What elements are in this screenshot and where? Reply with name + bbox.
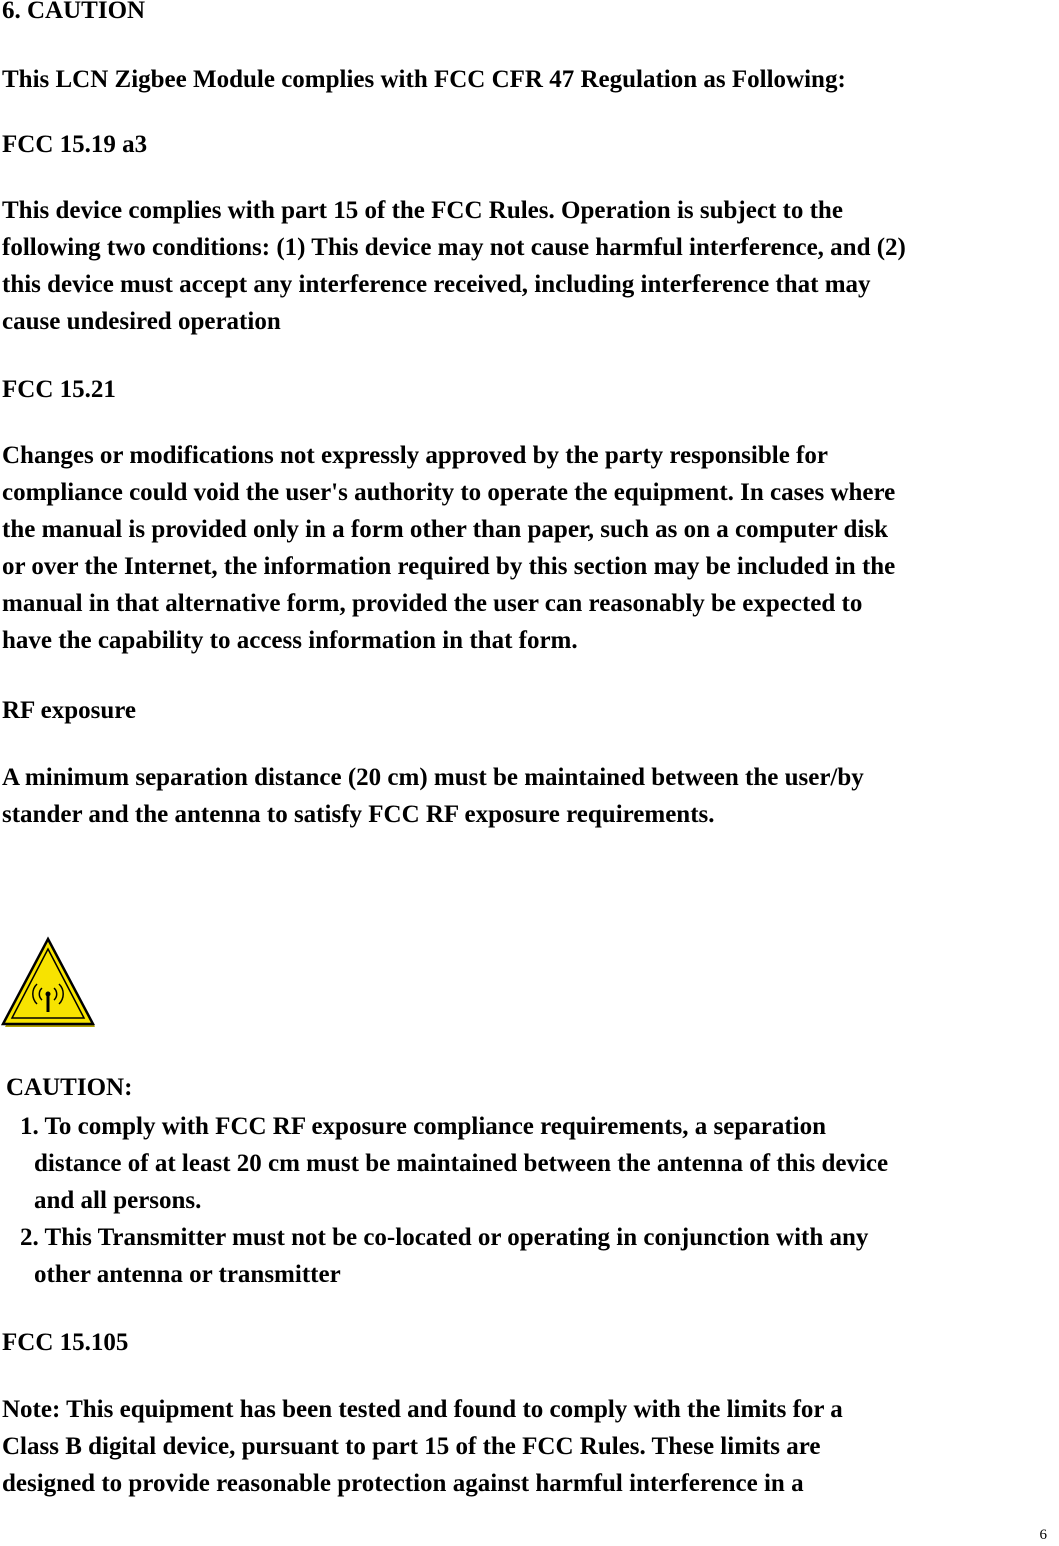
list-item: distance of at least 20 cm must be maintained between the antenna of this device	[34, 1150, 889, 1177]
list-item: 2. This Transmitter must not be co-located or operating in conjunction with any	[20, 1224, 869, 1251]
paragraph-line: cause undesired operation	[2, 308, 281, 335]
rf-exposure-title: RF exposure	[2, 697, 137, 724]
paragraph-line: This device complies with part 15 of the FCC Rules. Operation is subject to the	[2, 197, 843, 224]
fcc-15-21-title: FCC 15.21	[2, 376, 116, 403]
paragraph-line: manual in that alternative form, provided the user can reasonably be expected to	[2, 590, 863, 617]
rf-radiation-warning-icon	[0, 936, 96, 1030]
paragraph-line: Class B digital device, pursuant to part 15 of the FCC Rules. These limits are	[2, 1433, 821, 1460]
paragraph-line: this device must accept any interference received, including interference that may	[2, 271, 871, 298]
paragraph-line: have the capability to access information in that form.	[2, 627, 578, 654]
paragraph-line: the manual is provided only in a form other than paper, such as on a computer disk	[2, 516, 889, 543]
caution-list	[2, 1108, 888, 1293]
paragraph-line: A minimum separation distance (20 cm) must be maintained between the user/by	[2, 764, 864, 791]
section-heading: 6. CAUTION	[2, 0, 146, 24]
paragraph-line: or over the Internet, the information required by this section may be included in the	[2, 553, 896, 580]
paragraph-line: stander and the antenna to satisfy FCC RF exposure requirements.	[2, 801, 715, 828]
rf-exposure-paragraph	[2, 759, 864, 833]
page-number: 6	[1039, 1527, 1047, 1543]
list-item: other antenna or transmitter	[34, 1261, 341, 1288]
paragraph-line: designed to provide reasonable protection against harmful interference in a	[2, 1470, 804, 1497]
fcc-15-105-paragraph	[2, 1391, 843, 1502]
intro-text: This LCN Zigbee Module complies with FCC CFR 47 Regulation as Following:	[2, 66, 846, 93]
paragraph-line: compliance could void the user's authority to operate the equipment. In cases where	[2, 479, 896, 506]
fcc-15-19-title: FCC 15.19 a3	[2, 131, 148, 158]
list-item: 1. To comply with FCC RF exposure compliance requirements, a separation	[20, 1113, 827, 1140]
caution-title: CAUTION:	[6, 1074, 133, 1101]
list-item: and all persons.	[34, 1187, 202, 1214]
fcc-15-105-title: FCC 15.105	[2, 1329, 129, 1356]
fcc-15-19-paragraph	[2, 192, 906, 340]
fcc-15-21-paragraph	[2, 437, 895, 659]
paragraph-line: Changes or modifications not expressly approved by the party responsible for	[2, 442, 828, 469]
paragraph-line: Note: This equipment has been tested and found to comply with the limits for a	[2, 1396, 843, 1423]
paragraph-line: following two conditions: (1) This device may not cause harmful interference, and (2)	[2, 234, 906, 261]
